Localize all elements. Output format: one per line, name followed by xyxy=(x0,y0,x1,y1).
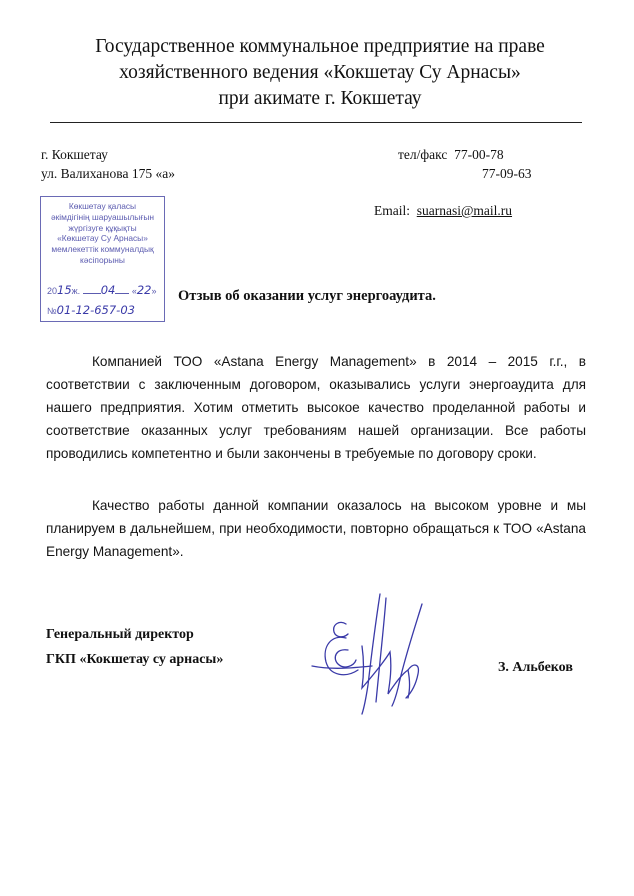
stamp-year-suffix: ж. xyxy=(71,286,81,296)
header-line-1: Государственное коммунальное предприятие на праве xyxy=(95,36,545,57)
address-street: ул. Валиханова 175 «а» xyxy=(41,166,175,181)
stamp-year: 15 xyxy=(57,283,72,297)
position-line-1: Генеральный директор xyxy=(46,627,194,642)
stamp-date: 2015ж. 04 «22» xyxy=(47,283,157,297)
stamp-line: әкімдігінің шаруашылығын xyxy=(50,211,155,222)
position-line-2: ГКП «Кокшетау су арнасы» xyxy=(46,652,224,667)
header-line-3: при акимате г. Кокшетау xyxy=(218,88,422,109)
stamp-line: жүргізуге құқықты xyxy=(68,222,137,233)
organization-header xyxy=(40,34,600,112)
phone-number-2: 77-09-63 xyxy=(482,166,532,181)
contact-block xyxy=(398,145,588,183)
body-paragraph-1: Компанией ТОО «Astana Energy Management» в 2014 – 2015 г.г., в соответствии с заключенным договором, оказывались услуги энергоаудита для нашего предприятия. Хотим отметить высокое качество проделанной работы и соответствие оказанных услуг требованиям нашей организации. Все работы проводились компетентно и были закончены в требуемые по договору сроки. xyxy=(46,354,586,461)
stamp-day: 22 xyxy=(136,283,152,297)
phone-number-1: 77-00-78 xyxy=(454,147,504,162)
address-city: г. Кокшетау xyxy=(41,147,108,162)
registration-stamp xyxy=(40,196,165,322)
phone-label: тел/факс xyxy=(398,147,448,162)
stamp-year-prefix: 20 xyxy=(47,286,58,296)
stamp-line: Көкшетау қаласы xyxy=(68,201,137,211)
body-paragraph-2: Качество работы данной компании оказалось на высоком уровне и мы планируем в дальнейшем, при необходимости, повторно обращаться к ТОО «Astana Energy Management». xyxy=(46,498,586,559)
header-divider xyxy=(50,122,582,123)
signatory-name: З. Альбеков xyxy=(498,660,573,675)
stamp-month: 04 xyxy=(100,283,116,297)
email-row xyxy=(374,203,512,219)
handwritten-signature xyxy=(302,590,452,720)
stamp-number-prefix: № xyxy=(47,306,57,316)
stamp-line: мемлекеттік коммуналдық xyxy=(51,244,154,255)
signatory-position xyxy=(46,622,223,672)
stamp-number xyxy=(47,303,135,317)
letter-subject: Отзыв об оказании услуг энергоаудита. xyxy=(178,288,436,304)
stamp-number-value: 01-12-657-03 xyxy=(56,303,135,317)
sender-address xyxy=(41,145,175,183)
stamp-text xyxy=(41,197,164,266)
email-link[interactable]: suarnasi@mail.ru xyxy=(416,203,513,218)
email-label: Email: xyxy=(374,203,410,218)
header-line-2: хозяйственного ведения «Кокшетау Су Арнасы» xyxy=(119,62,521,83)
stamp-line: «Көкшетау Су Арнасы» xyxy=(57,233,148,244)
stamp-line: кәсіпорыны xyxy=(80,254,125,265)
